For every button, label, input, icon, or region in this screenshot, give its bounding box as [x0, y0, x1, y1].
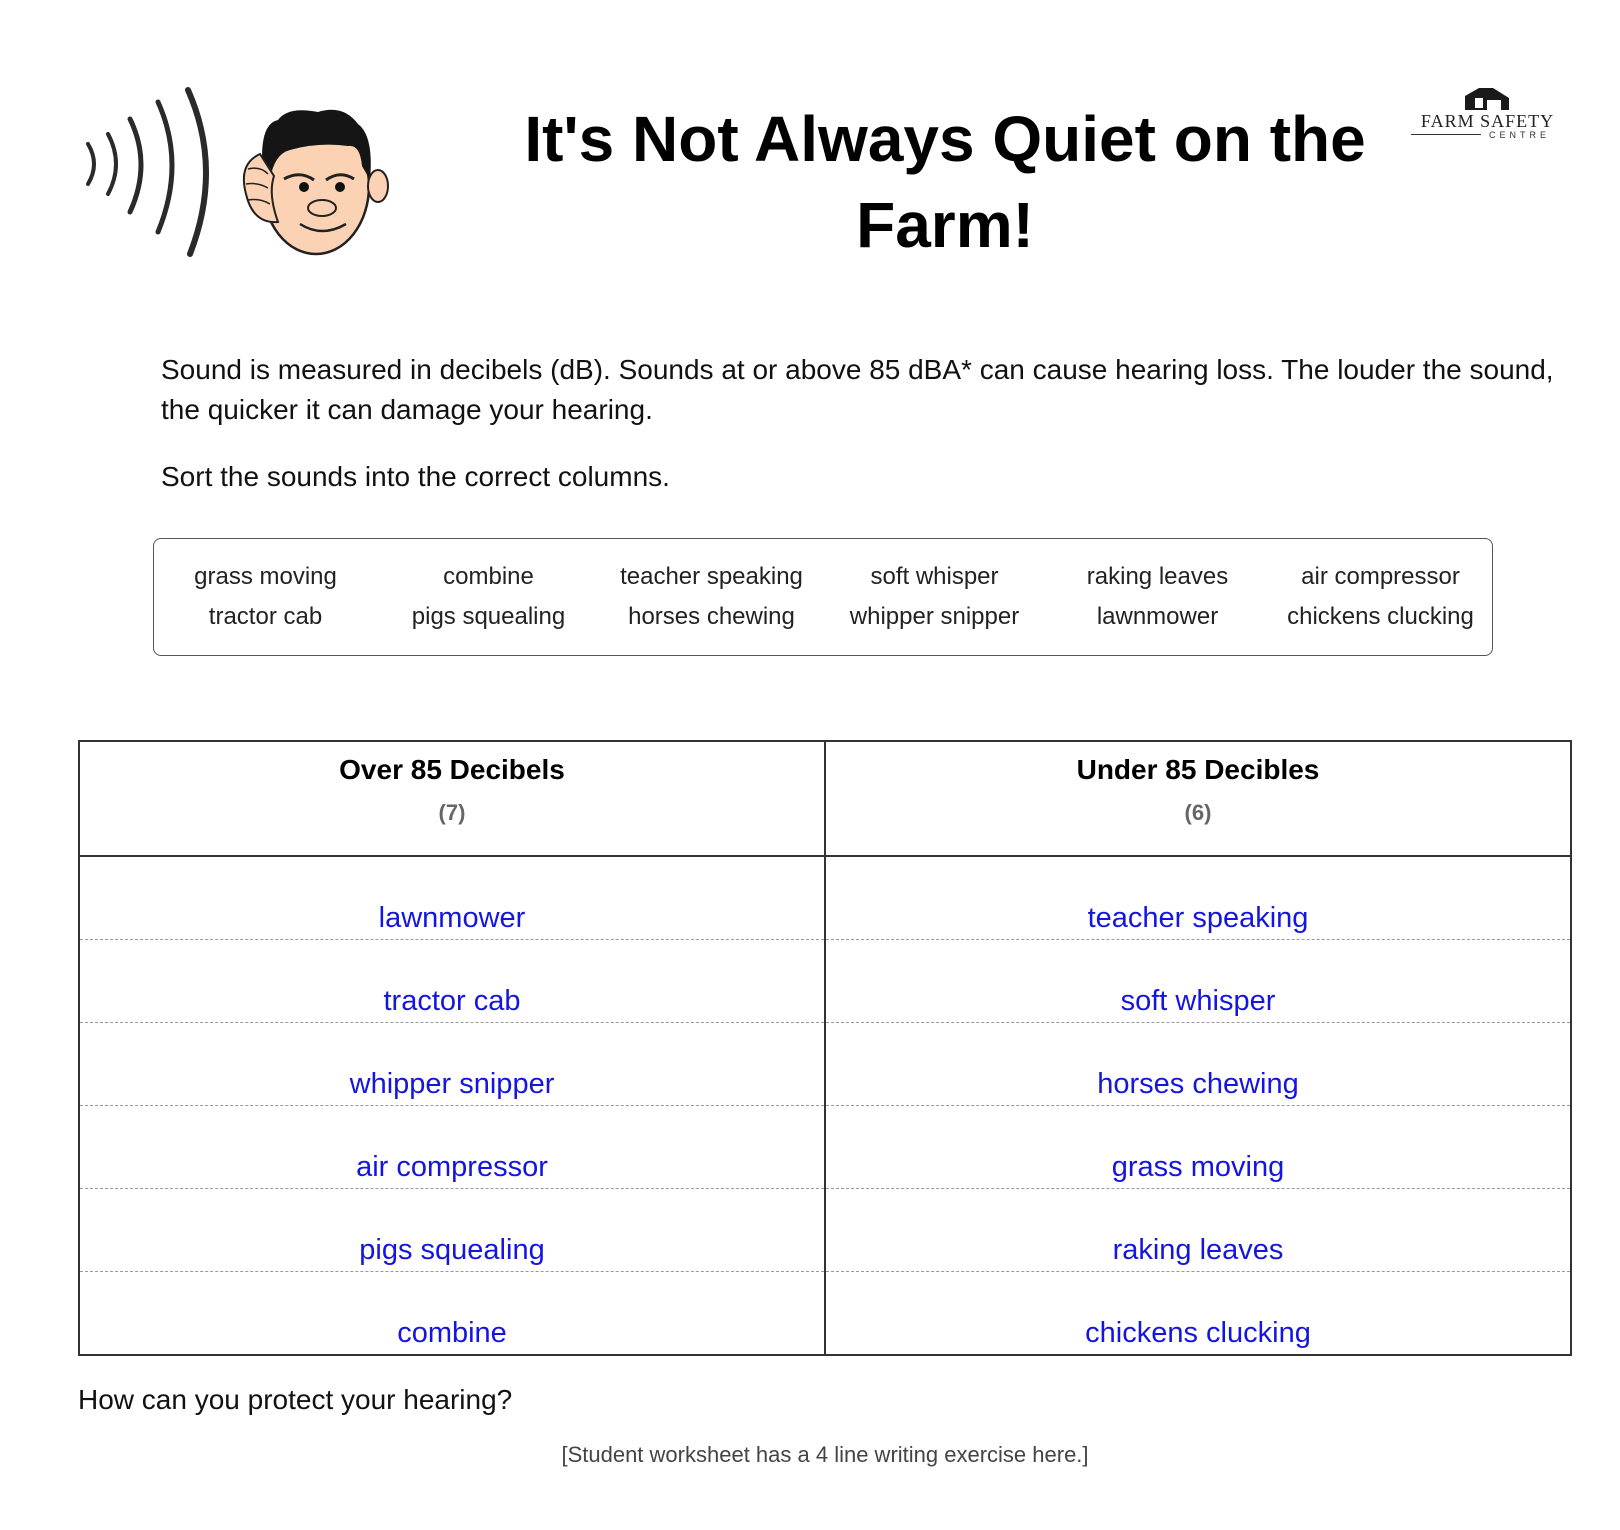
answer-cell: pigs squealing	[79, 1189, 825, 1272]
word-bank-item: pigs squealing	[411, 603, 566, 630]
answer-cell: grass moving	[825, 1106, 1571, 1189]
logo-rule	[1411, 134, 1481, 135]
answer-cell: whipper snipper	[79, 1023, 825, 1106]
sound-waves-icon	[88, 90, 206, 254]
farm-safety-logo	[1405, 84, 1570, 144]
worksheet-note: [Student worksheet has a 4 line writing exercise here.]	[561, 1442, 1089, 1467]
word-bank-item: raking leaves	[1086, 563, 1229, 590]
word-bank-item: tractor cab	[208, 603, 323, 630]
page-title: It's Not Always Quiet on the Farm!	[524, 103, 1366, 261]
logo-sub-text: CENTRE	[1489, 130, 1551, 140]
question-text: How can you protect your hearing?	[78, 1384, 513, 1415]
answer-cell: soft whisper	[825, 940, 1571, 1023]
answer-cell: tractor cab	[79, 940, 825, 1023]
column-header-under-85	[825, 741, 1571, 856]
word-bank-item: air compressor	[1301, 563, 1460, 590]
logo-main-text: FARM SAFETY	[1420, 111, 1555, 131]
sorting-table	[78, 740, 1572, 1356]
word-bank-item: chickens clucking	[1287, 603, 1474, 630]
answer-cell: horses chewing	[825, 1023, 1571, 1106]
table-row	[79, 1272, 1571, 1356]
word-bank-item: lawnmower	[1096, 603, 1219, 630]
column-header-over-85	[79, 741, 825, 856]
answer-cell: chickens clucking	[825, 1272, 1571, 1356]
intro-paragraph: Sound is measured in decibels (dB). Sounds at or above 85 dBA* can cause hearing loss. The louder the sound, the quicker it can damage your hearing.	[161, 354, 1554, 425]
instruction-text: Sort the sounds into the correct columns.	[161, 461, 670, 492]
answer-cell: lawnmower	[79, 856, 825, 940]
barn-icon	[1457, 84, 1517, 114]
word-bank	[153, 538, 1493, 656]
word-bank-item: soft whisper	[870, 563, 999, 590]
word-bank-item: whipper snipper	[849, 603, 1020, 630]
listening-face-illustration	[78, 84, 398, 274]
word-bank-item: horses chewing	[628, 603, 795, 630]
answer-cell: teacher speaking	[825, 856, 1571, 940]
column-title: Under 85 Decibles	[1076, 754, 1320, 785]
answer-cell: combine	[79, 1272, 825, 1356]
table-header-row	[79, 741, 1571, 856]
column-title: Over 85 Decibels	[339, 754, 565, 785]
word-bank-item: teacher speaking	[620, 563, 803, 590]
face-icon	[244, 110, 388, 254]
table-row	[79, 1106, 1571, 1189]
table-row	[79, 1189, 1571, 1272]
answer-cell: air compressor	[79, 1106, 825, 1189]
column-count: (6)	[1184, 800, 1212, 825]
answer-cell: raking leaves	[825, 1189, 1571, 1272]
table-row	[79, 940, 1571, 1023]
word-bank-item: combine	[443, 563, 534, 590]
table-row	[79, 1023, 1571, 1106]
table-row	[79, 856, 1571, 940]
word-bank-item: grass moving	[194, 563, 337, 590]
column-count: (7)	[438, 800, 466, 825]
